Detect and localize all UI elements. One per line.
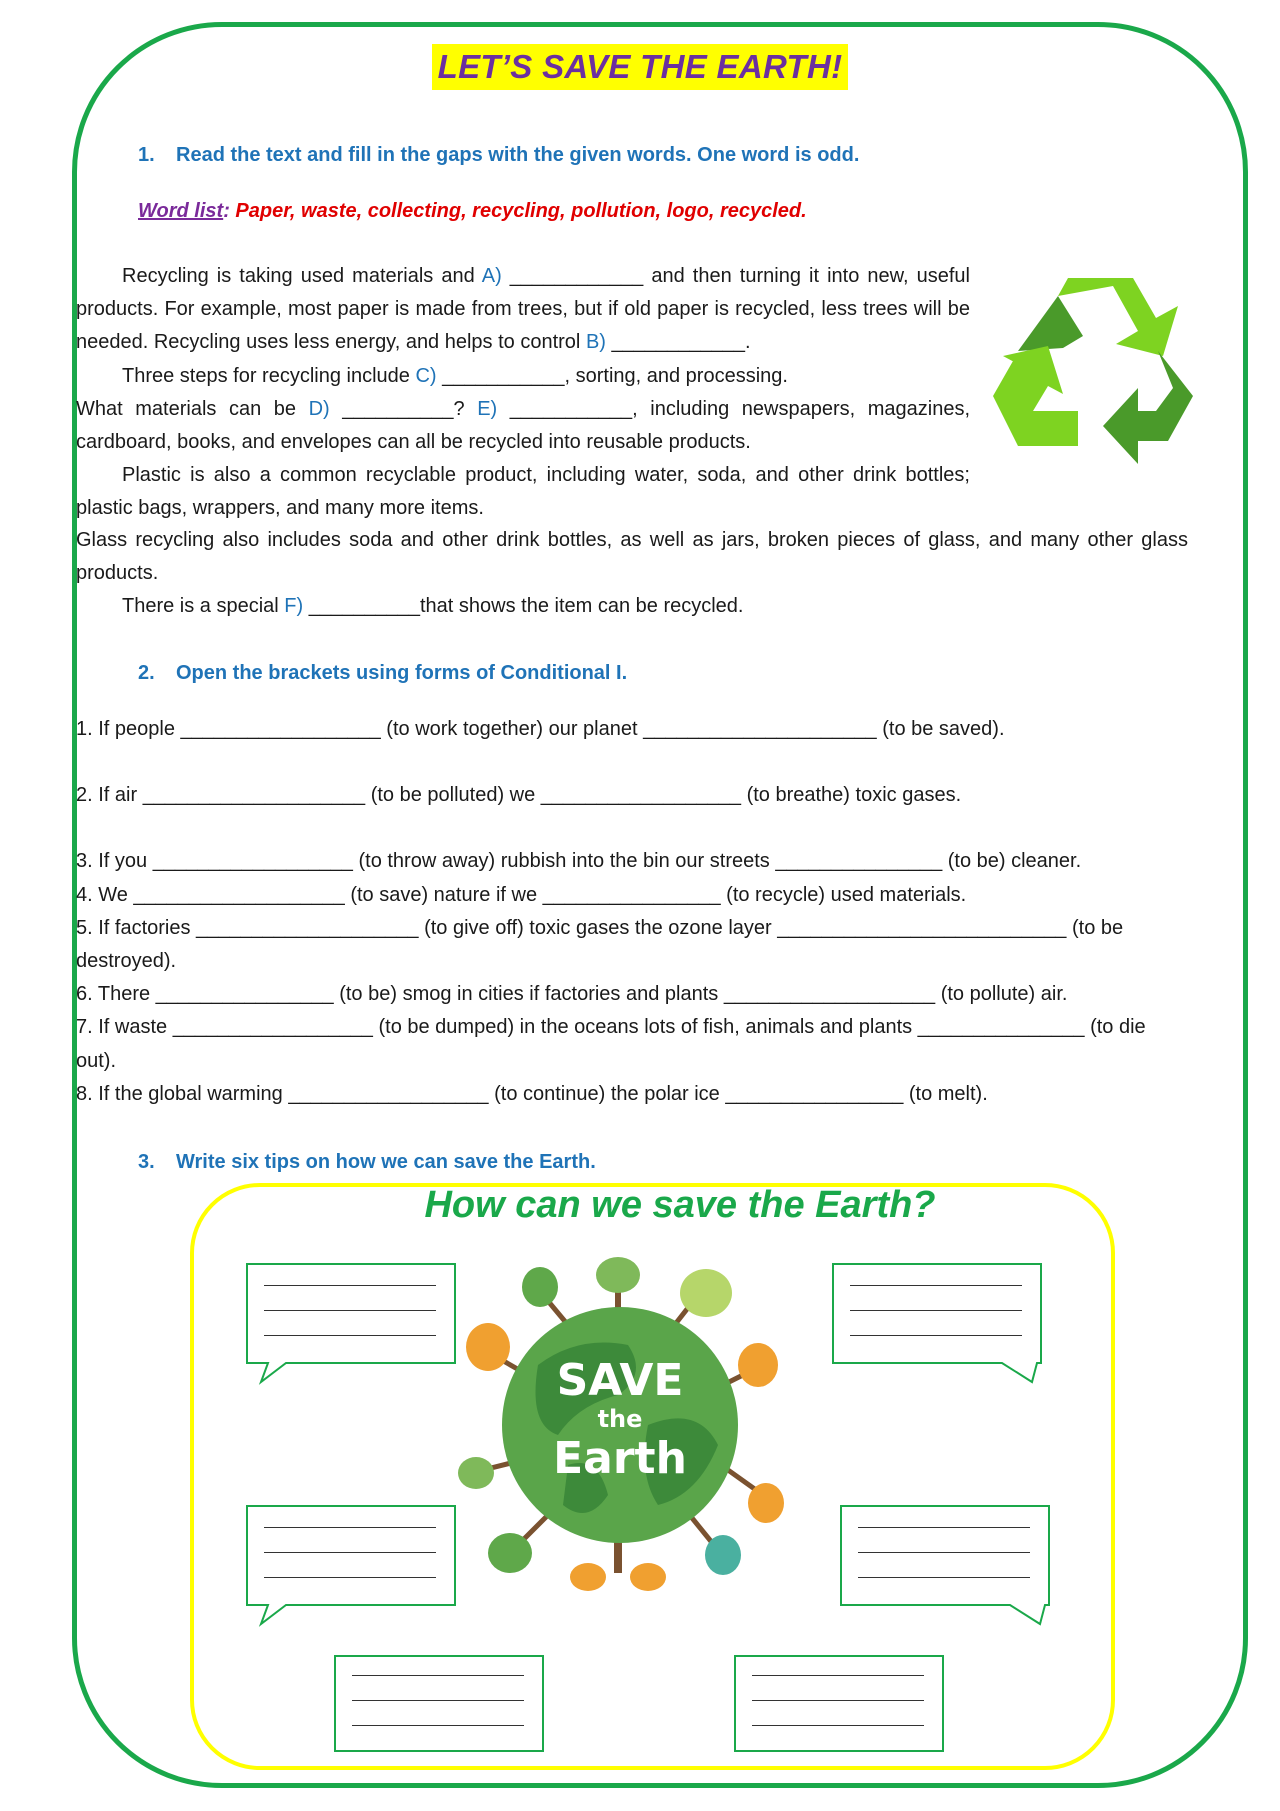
reading-text-top — [76, 260, 970, 526]
tip-lines — [264, 1285, 436, 1360]
answer-line[interactable] — [352, 1675, 524, 1676]
earth-label-the: the — [597, 1405, 643, 1433]
exercise-item-4: 4. We ___________________ (to save) nature if we ________________ (to recycle) used materials. — [76, 883, 967, 906]
word-list-separator: : — [223, 200, 230, 222]
spacer — [76, 746, 1186, 779]
reading-text: What materials can be — [76, 397, 309, 420]
tip-lines — [858, 1527, 1030, 1602]
exercise-item-5: 5. If factories ____________________ (to give off) toxic gases the ozone layer __________________________ (to be destroyed). — [76, 916, 1124, 973]
gap-f-marker: F) — [284, 595, 304, 618]
answer-line[interactable] — [352, 1700, 524, 1701]
gap-b-marker: B) — [585, 331, 606, 354]
answer-line[interactable] — [264, 1552, 436, 1553]
tip-lines — [264, 1527, 436, 1602]
task-1-number: 1. — [138, 144, 155, 166]
reading-text: ___________, including newspapers, magazines, cardboard, books, and envelopes can all be recycled into reusable products. — [76, 397, 971, 454]
task-3-number: 3. — [138, 1151, 155, 1173]
reading-text: ____________ and then turning it into new, useful products. For example, most paper is made from trees, but if old paper is recycled, less trees will be needed. Recycling uses less energy, and helps to control — [76, 265, 971, 354]
task-1-heading — [138, 144, 859, 167]
word-list-label: Word list — [138, 200, 224, 222]
tip-lines — [352, 1675, 524, 1750]
answer-line[interactable] — [858, 1552, 1030, 1553]
exercise-item-2: 2. If air ____________________ (to be polluted) we __________________ (to breathe) toxic gases. — [76, 784, 962, 807]
conditional-exercises — [76, 713, 1186, 1111]
earth-label-earth: Earth — [553, 1433, 687, 1484]
answer-line[interactable] — [850, 1335, 1022, 1336]
reading-paragraph-3 — [76, 393, 970, 459]
earth-label-save: SAVE — [556, 1355, 684, 1406]
answer-line[interactable] — [264, 1527, 436, 1528]
task-1-instruction: Read the text and fill in the gaps with the given words. One word is odd. — [176, 144, 860, 166]
reading-text: ____________. — [605, 331, 751, 354]
reading-text: ___________, sorting, and processing. — [436, 364, 788, 387]
exercise-item-6: 6. There ________________ (to be) smog in cities if factories and plants ___________________ (to pollute) air. — [76, 983, 1068, 1006]
answer-line[interactable] — [264, 1310, 436, 1311]
tip-lines — [752, 1675, 924, 1750]
reading-text: Three steps for recycling include — [122, 364, 416, 387]
gap-c-marker: C) — [415, 364, 437, 387]
answer-line[interactable] — [264, 1577, 436, 1578]
reading-text: __________that shows the item can be recycled. — [303, 595, 744, 618]
page-title: LET’S SAVE THE EARTH! — [432, 44, 849, 90]
reading-paragraph-2 — [76, 360, 970, 393]
reading-text-bottom — [76, 524, 1188, 624]
answer-line[interactable] — [858, 1577, 1030, 1578]
answer-line[interactable] — [752, 1700, 924, 1701]
exercise-item-3: 3. If you __________________ (to throw away) rubbish into the bin our streets _______________ (to be) cleaner. — [76, 850, 1082, 873]
reading-paragraph-6 — [76, 590, 1188, 623]
exercise-item-7: 7. If waste __________________ (to be dumped) in the oceans lots of fish, animals and plants _______________ (to die out). — [76, 1016, 1146, 1072]
task-3-instruction: Write six tips on how we can save the Earth. — [176, 1151, 596, 1173]
reading-paragraph-1 — [76, 260, 970, 360]
answer-line[interactable] — [752, 1675, 924, 1676]
reading-text: There is a special — [122, 595, 285, 618]
spacer — [76, 812, 1186, 845]
answer-line[interactable] — [264, 1285, 436, 1286]
word-list-words: Paper, waste, collecting, recycling, pollution, logo, recycled. — [235, 200, 807, 222]
answer-line[interactable] — [850, 1285, 1022, 1286]
word-list — [138, 200, 807, 223]
reading-paragraph-5: Glass recycling also includes soda and other drink bottles, as well as jars, broken pieces of glass, and many other glass products. — [76, 529, 1188, 585]
task-3-heading — [138, 1151, 596, 1174]
recycle-arrow-right — [1103, 351, 1193, 464]
exercise-item-1: 1. If people __________________ (to work together) our planet _____________________ (to be saved). — [76, 718, 1005, 740]
task-2-heading — [138, 662, 627, 685]
answer-line[interactable] — [752, 1725, 924, 1726]
answer-line[interactable] — [850, 1310, 1022, 1311]
tip-lines — [850, 1285, 1022, 1360]
answer-line[interactable] — [858, 1527, 1030, 1528]
answer-line[interactable] — [352, 1725, 524, 1726]
tips-panel-title: How can we save the Earth? — [424, 1184, 936, 1226]
reading-paragraph-4: Plastic is also a common recyclable product, including water, soda, and other drink bottles; plastic bags, wrappers, and many more items. — [76, 464, 970, 520]
title-container — [0, 44, 1280, 90]
gap-e-marker: E) — [477, 397, 498, 420]
task-2-number: 2. — [138, 662, 155, 684]
reading-text: Recycling is taking used materials and — [122, 265, 482, 287]
recycle-arrow-top — [1018, 278, 1178, 356]
recycle-arrow-left — [993, 346, 1083, 446]
recycle-icon — [988, 276, 1198, 476]
save-the-earth-illustration — [448, 1255, 788, 1595]
task-2-instruction: Open the brackets using forms of Conditional I. — [176, 662, 628, 684]
gap-a-marker: A) — [481, 265, 502, 287]
answer-line[interactable] — [264, 1335, 436, 1336]
exercise-item-8: 8. If the global warming __________________ (to continue) the polar ice ________________ (to melt). — [76, 1082, 988, 1105]
gap-d-marker: D) — [308, 397, 330, 420]
reading-text: __________? — [329, 397, 478, 420]
